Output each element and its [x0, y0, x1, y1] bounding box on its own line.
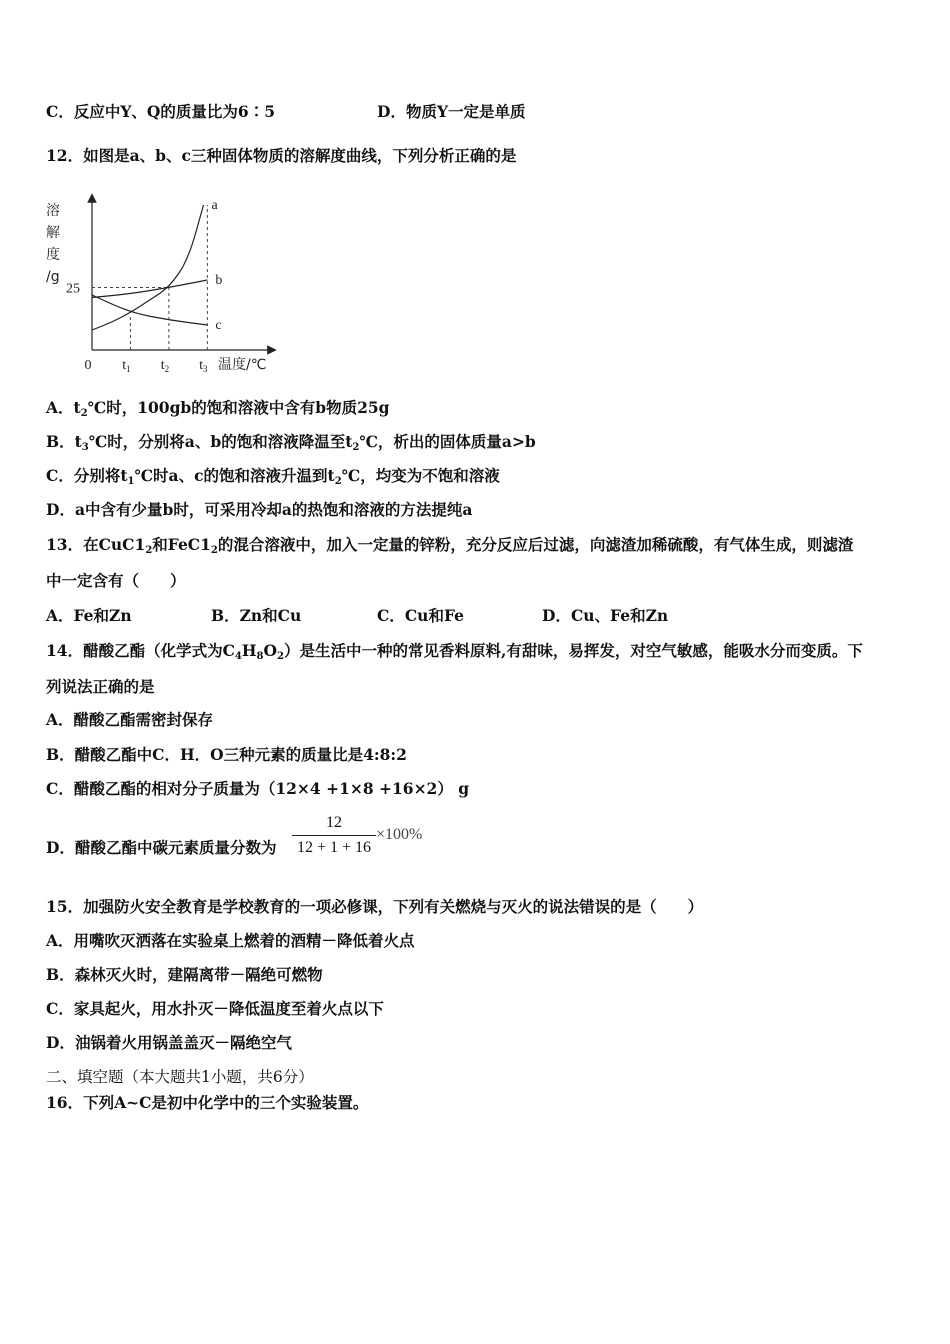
q13-option-d: D．Cu、Fe和Zn	[542, 606, 669, 625]
q14-option-b: B．醋酸乙酯中C．H．O三种元素的质量比是4:8:2	[46, 745, 407, 764]
series-label-b: b	[215, 273, 223, 288]
fraction-numerator: 12	[326, 814, 342, 831]
q14-option-d: D．醋酸乙酯中碳元素质量分数为	[46, 838, 277, 857]
q13-stem-cont: 中一定含有（ ）	[46, 571, 186, 590]
solubility-chart	[40, 190, 290, 380]
q15-option-d: D．油锅着火用锅盖盖灭－隔绝空气	[46, 1033, 292, 1052]
q14-option-a: A．醋酸乙酯需密封保存	[46, 710, 214, 729]
fraction-denominator: 12 + 1 + 16	[296, 839, 372, 856]
q14-option-c: C．醋酸乙酯的相对分子质量为（12×4 +1×8 +16×2） g	[46, 779, 470, 798]
x-tick-label: $t_3$	[199, 358, 208, 374]
q12-option-b: B．$t_3℃$时，分别将a、b的饱和溶液降温至$t_2℃$，析出的固体质量a>b	[46, 432, 536, 453]
q14-stem: 14．醋酸乙酯（化学式为$C_4H_8O_2$）是生活中一种的常见香料原料,有甜味，易挥发，对空气敏感，能吸水分而变质。下	[46, 641, 863, 662]
x-axis-label: 温度/℃	[218, 357, 267, 373]
q15-option-a: A．用嘴吹灭洒落在实验桌上燃着的酒精－降低着火点	[46, 931, 415, 950]
x-tick-label: $t_2$	[160, 358, 170, 374]
q15-option-b: B．森林灭火时，建隔离带－隔绝可燃物	[46, 965, 323, 984]
q15-stem: 15．加强防火安全教育是学校教育的一项必修课，下列有关燃烧与灭火的说法错误的是（ ）	[46, 897, 704, 916]
q14-fraction	[292, 812, 376, 859]
series-curve-a	[92, 205, 204, 330]
q11-option-c: C．反应中Y、Q的质量比为6∶5	[46, 102, 275, 121]
q13-option-a: A．Fe和Zn	[46, 606, 132, 625]
y-axis-label-char: 解	[46, 225, 60, 241]
fraction-multiplier: ×100%	[376, 826, 423, 843]
section-heading: 二、填空题（本大题共1小题，共6分）	[46, 1068, 314, 1086]
series-label-c: c	[215, 318, 222, 333]
q12-stem: 12．如图是a、b、c三种固体物质的溶解度曲线，下列分析正确的是	[46, 146, 517, 165]
fraction-bar	[292, 835, 376, 836]
q12-option-c: C．分别将$t_1℃$时a、c的饱和溶液升温到$t_2℃$，均变为不饱和溶液	[46, 466, 500, 487]
series-curve-b	[92, 280, 207, 298]
q13-option-c: C．Cu和Fe	[377, 606, 464, 625]
q16-stem: 16．下列A~C是初中化学中的三个实验装置。	[46, 1093, 369, 1112]
q15-option-c: C．家具起火，用水扑灭－降低温度至着火点以下	[46, 999, 384, 1018]
y-axis-label-char: 溶	[46, 203, 60, 219]
x-tick-label: 0	[84, 358, 92, 373]
q12-option-d: D．a中含有少量b时，可采用冷却a的热饱和溶液的方法提纯a	[46, 500, 473, 519]
y-axis-label-char: /g	[46, 269, 60, 285]
q13-stem: 13．在$CuC1_2$和$FeC1_2$的混合溶液中，加入一定量的锌粉，充分反应后过滤，向滤渣加稀硫酸，有气体生成，则滤渣	[46, 535, 854, 556]
q12-option-a: A．$t_2℃$时，100gb的饱和溶液中含有b物质25g	[46, 398, 390, 419]
series-label-a: a	[211, 198, 218, 213]
q14-stem-cont: 列说法正确的是	[46, 677, 155, 696]
q13-option-b: B．Zn和Cu	[211, 606, 302, 625]
y-tick-label: 25	[66, 281, 80, 297]
y-axis-label-char: 度	[46, 247, 60, 263]
x-tick-label: $t_1$	[122, 358, 131, 374]
q11-option-d: D．物质Y一定是单质	[377, 102, 526, 121]
